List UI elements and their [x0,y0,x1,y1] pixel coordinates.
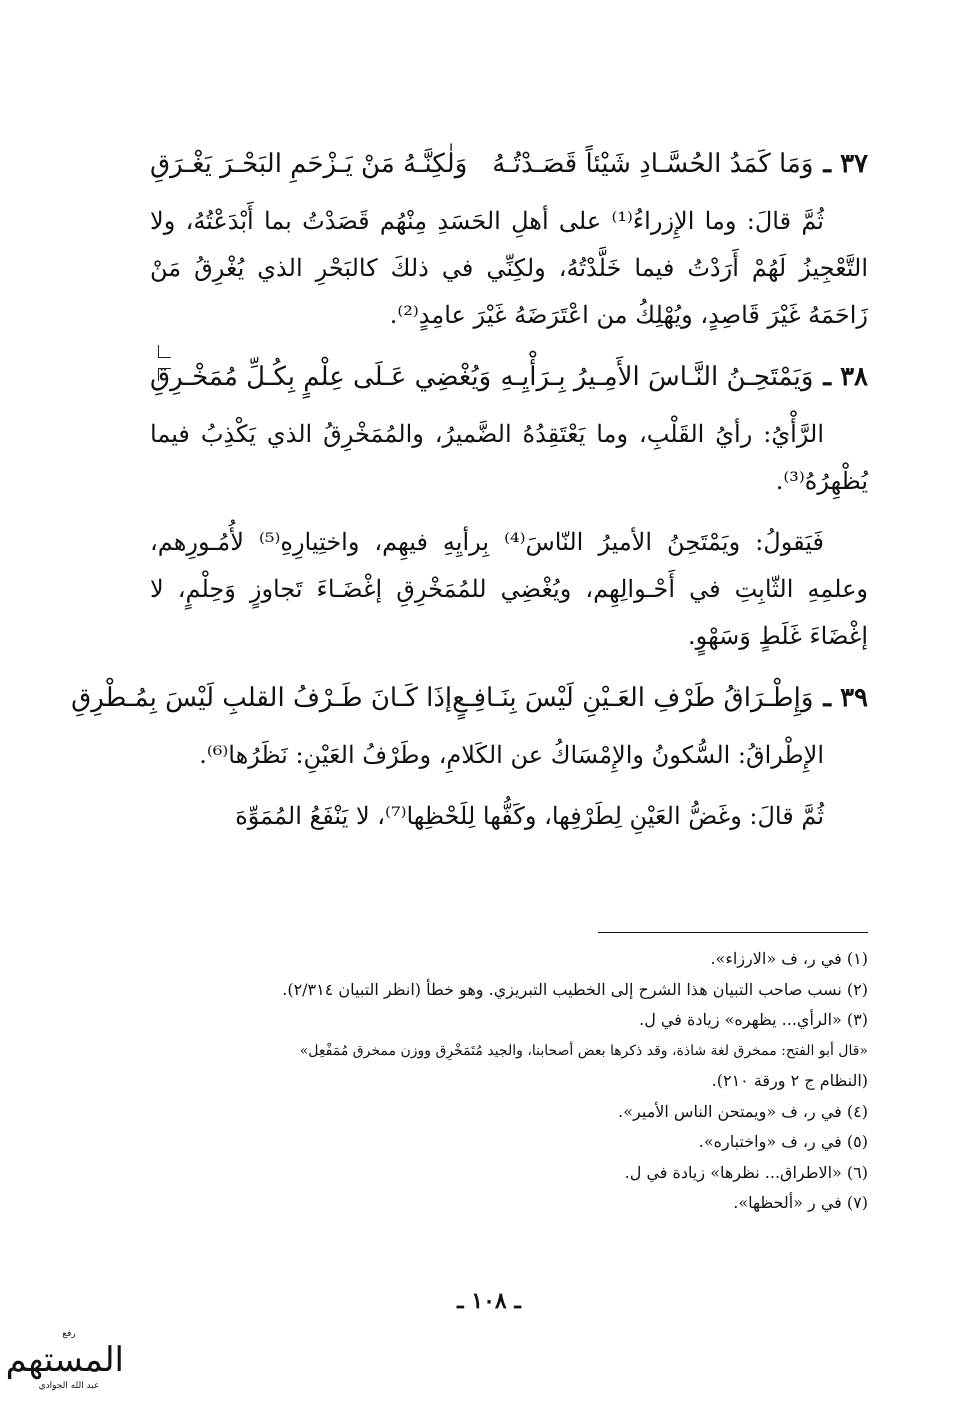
verse-second-hemistich: وَلٰكِنَّـهُ مَنْ يَـزْحَمِ البَحْـرَ يَغْـرَقِ [150,149,468,179]
stamp-logo: المستهم [5,1340,124,1380]
stamp-line: رفع [62,1329,76,1339]
section-mark-end [158,345,171,358]
library-stamp [5,1328,124,1391]
verse-first-hemistich: وَمَا كَمَدُ الحُسَّـادِ شَيْئاً قَصَـدْتُـهُ [492,149,814,179]
footnote-divider [598,932,868,933]
verse-number: ٣٧ ـ [823,149,868,179]
footnote-citation: (النظام ج ٢ ورقة ٢١٠). [711,1071,868,1090]
commentary-paragraph: فَيَقولُ: ويَمْتَحِنُ الأميرُ النّاسَ⁽⁴⁾ بِرأيِهِ فيهِم، واختِيارِهِ⁽⁵⁾ لأُمُـورِهم، وعلمِهِ الثّابِتِ في أَحْـوالِهِم، ويُغْضِي للمُمَخْرِقِ إغْضَـاءَ تَجاوزٍ وَحِلْمٍ، لا إغْضَاءَ غَلَطٍ وَسَهْوٍ. [150,528,868,650]
main-text [71,140,868,854]
footnote: (٣) «الرأي... يظهره» زيادة في ل. [639,1010,868,1029]
footnote: (٥) في ر، ف «واختباره». [698,1132,868,1151]
commentary-paragraph: ثُمَّ قالَ: وغَضُّ العَيْنِ لِطَرْفِها، وكَفُّها لِلَحْظِها⁽⁷⁾، لا يَنْفَعُ المُمَوِّهَ [235,802,824,830]
verse-number: ٣٨ ـ [823,362,868,392]
footnote: (٧) في ر «ألحظها». [733,1193,868,1212]
verse-39 [71,674,868,722]
footnote-quote: «قال أبو الفتح: ممخرق لغة شاذة، وقد ذكرها بعض أصحابنا، والجيد مُتَمَخْرِق ووزن ممخرق مُمَفْعِل» [299,1042,868,1059]
verse-number: ٣٩ ـ [823,683,868,713]
commentary-paragraph: الرَّأْيُ: رأيُ القَلْبِ، وما يَعْتَقِدُهُ الضَّميرُ، والمُمَخْرِقُ الذي يَكْذِبُ فيما يُظْهِرُهُ⁽³⁾. [150,420,868,495]
commentary-paragraph: الإِطْراقُ: السُّكونُ والإِمْسَاكُ عن الكَلامِ، وطَرْفُ العَيْنِ: نَظَرُها⁽⁶⁾. [199,741,824,769]
verse-37 [150,140,868,188]
verse-first-hemistich: وَيَمْتَحِـنُ النَّـاسَ الأَمِـيرُ بِـرَأْيِـهِ [500,362,814,392]
verse-first-hemistich: وَإِطْـرَاقُ طَرْفِ العَـيْنِ لَيْسَ بِنَـافِـعٍ [452,683,814,713]
verse-second-hemistich: إذَا كَـانَ طَـرْفُ القلبِ لَيْسَ بِمُـطْرِقِ [71,683,453,713]
footnotes [150,944,868,1219]
stamp-line: عبد الله الجوادي [38,1381,100,1391]
footnote: (٢) نسب صاحب التبيان هذا الشرح إلى الخطيب التبريزي. وهو خطأ (انظر التبيان ٢/٣١٤). [282,979,868,999]
section-mark-start [158,368,171,381]
page-number: ـ ١٠٨ ـ [457,1288,521,1314]
verse-second-hemistich: وَيُغْضِي عَـلَى عِلْمٍ بِكُـلِّ مُمَخْـرِقِ [150,362,492,392]
verse-38 [150,353,868,401]
footnote: (٦) «الاطراق... نظرها» زيادة في ل. [624,1162,868,1182]
footnote: (٤) في ر، ف «ويمتحن الناس الأمير». [618,1101,868,1121]
commentary-paragraph: ثُمَّ قالَ: وما الإِزراءُ⁽¹⁾ على أهلِ الحَسَدِ مِنْهُم قَصَدْتُ بما أَبْدَعْتُهُ، ولا التَّعْجِيزُ لَهُمْ أَرَدْتُ فيما خَلَّدْتُهُ، ولكِنِّي في ذلكَ كالبَحْرِ الذي يُغْرِقُ مَنْ زَاحَمَهُ غَيْرَ قَاصِدٍ، ويُهْلِكُ من اعْتَرَضَهُ غَيْرَ عامِدٍ⁽²⁾. [150,207,868,329]
footnote: (١) في ر، ف «الارزاء». [710,949,868,968]
